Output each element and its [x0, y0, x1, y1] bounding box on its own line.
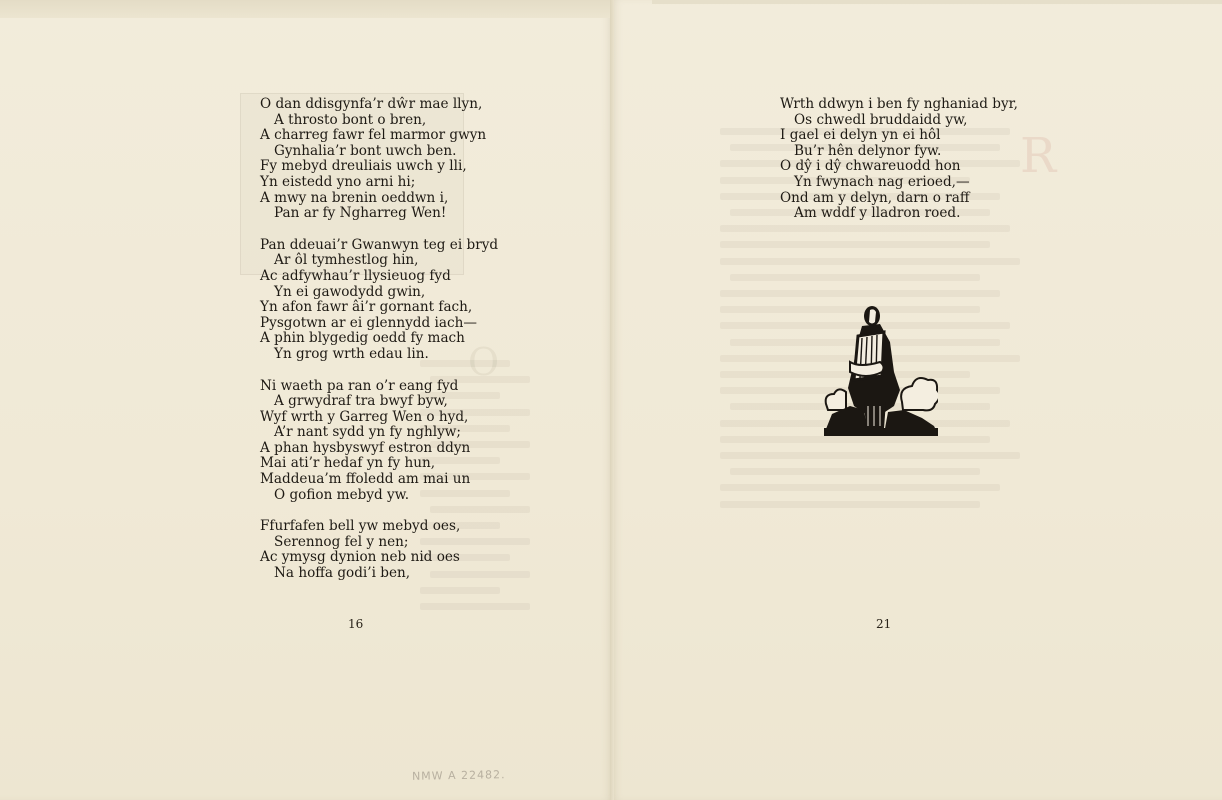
poem-line: Yn eistedd yno arni hi;	[260, 173, 416, 190]
poem-line: Mai ati’r hedaf yn fy hun,	[260, 455, 436, 472]
poem-line: A’r nant sydd yn fy nghlyw;	[274, 424, 461, 441]
show-through-line	[720, 452, 1020, 459]
poem-line: Serennog fel y nen;	[274, 533, 409, 550]
left-poem-text	[260, 97, 498, 582]
poem-line: Maddeua’m ffoledd am mai un	[260, 471, 471, 488]
show-through-line	[720, 501, 980, 508]
poem-line: Yn grog wrth edau lin.	[274, 345, 429, 362]
woodcut-cloud-small	[826, 389, 846, 410]
poem-line: Bu’r hên delynor fyw.	[794, 142, 942, 159]
page-number-right: 21	[876, 617, 892, 631]
book-spine	[610, 0, 614, 800]
poem-line: A charreg fawr fel marmor gwyn	[260, 127, 487, 144]
poem-line: Pan ddeuai’r Gwanwyn teg ei bryd	[260, 236, 499, 253]
poem-line: O gofion mebyd yw.	[274, 486, 410, 503]
poem-line: Os chwedl bruddaidd yw,	[794, 111, 968, 128]
stanza	[260, 97, 498, 222]
poem-line: Pysgotwn ar ei glennydd iach—	[260, 314, 477, 331]
poem-line: A grwydraf tra bwyf byw,	[274, 393, 448, 410]
poem-line: A mwy na brenin oeddwn i,	[260, 189, 449, 206]
show-through-line	[420, 587, 500, 594]
show-through-line	[720, 484, 1000, 491]
show-through-line	[420, 603, 530, 610]
poem-line: O dŷ i dŷ chwareuodd hon	[780, 158, 961, 175]
woodcut-face	[869, 309, 876, 323]
poem-line: A phan hysbyswyf estron ddyn	[260, 439, 471, 456]
poem-line: Pan ar fy Ngharreg Wen!	[274, 205, 447, 222]
poem-line: Ac adfywhau’r llysieuog fyd	[260, 267, 451, 284]
left-page-top-band	[0, 0, 612, 18]
stanza	[260, 519, 498, 581]
woodcut-cloud	[901, 378, 938, 410]
poem-line: Ffurfafen bell yw mebyd oes,	[260, 518, 461, 535]
poem-line: Ac ymysg dynion neb nid oes	[260, 549, 460, 566]
poem-line: A throsto bont o bren,	[274, 111, 427, 128]
harpist-woodcut-illustration	[824, 302, 938, 436]
show-through-line	[730, 274, 980, 281]
poem-line: A phin blygedig oedd fy mach	[260, 330, 465, 347]
poem-line: Na hoffa godi’i ben,	[274, 565, 411, 582]
page-number-left: 16	[348, 617, 364, 631]
woodcut-arm	[850, 362, 884, 376]
poem-line: Ar ôl tymhestlog hin,	[274, 252, 419, 269]
poem-line: Yn ei gawodydd gwin,	[274, 283, 426, 300]
show-through-line	[720, 241, 990, 248]
poem-line: Fy mebyd dreuliais uwch y lli,	[260, 158, 467, 175]
show-through-line	[720, 225, 1010, 232]
show-through-initial-o: O	[468, 340, 500, 384]
show-through-line	[720, 290, 1000, 297]
show-through-line	[730, 468, 980, 475]
show-through-initial: R	[1020, 128, 1057, 184]
poem-line: Gynhalia’r bont uwch ben.	[274, 142, 457, 159]
poem-line: I gael ei delyn yn ei hôl	[780, 127, 941, 144]
poem-line: Ni waeth pa ran o’r eang fyd	[260, 377, 459, 394]
poem-line: O dan ddisgynfa’r dŵr mae llyn,	[260, 96, 483, 112]
poem-line: Yn fwynach nag erioed,—	[794, 173, 970, 190]
archive-accession-mark: NMW A 22482.	[411, 768, 506, 783]
show-through-line	[720, 258, 1020, 265]
woodcut-stool	[864, 402, 886, 428]
poem-line: Yn afon fawr âi’r gornant fach,	[260, 299, 473, 316]
stanza	[780, 97, 1018, 222]
show-through-line	[720, 436, 990, 443]
woodcut-ground	[824, 428, 938, 436]
poem-line: Wyf wrth y Garreg Wen o hyd,	[260, 408, 469, 425]
poem-line: Wrth ddwyn i ben fy nghaniad byr,	[780, 96, 1018, 112]
poem-line: Am wddf y lladron roed.	[794, 205, 961, 222]
stanza	[260, 238, 498, 363]
stanza	[260, 379, 498, 504]
right-poem-text	[780, 97, 1018, 222]
poem-line: Ond am y delyn, darn o raff	[780, 189, 970, 206]
right-page-top-edge	[652, 0, 1222, 4]
